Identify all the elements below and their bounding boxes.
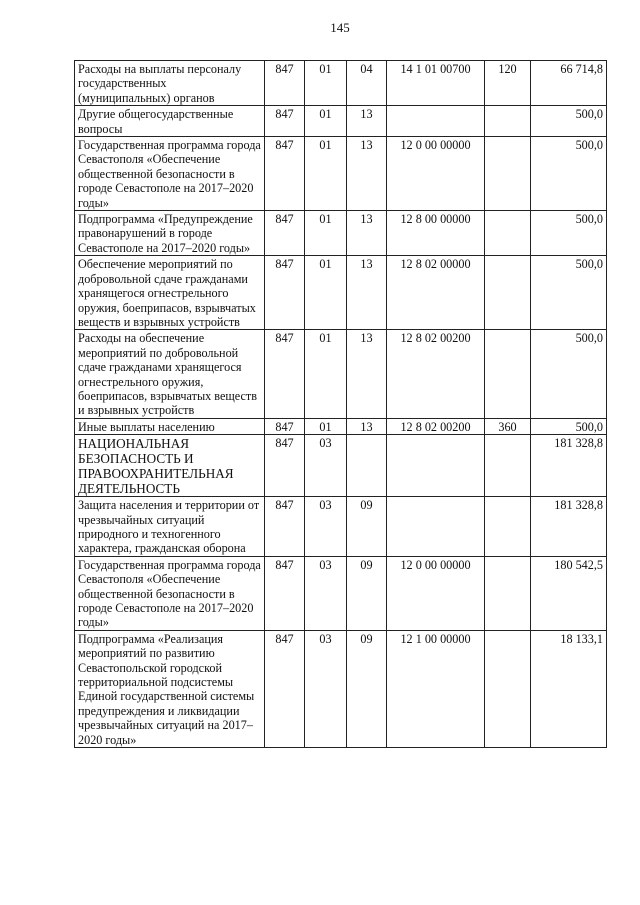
row-subsection: 09 bbox=[347, 630, 387, 747]
table-row bbox=[75, 137, 607, 211]
row-target-article bbox=[387, 435, 485, 497]
row-grbs: 847 bbox=[265, 497, 305, 557]
row-grbs: 847 bbox=[265, 106, 305, 137]
table-row bbox=[75, 61, 607, 106]
row-expense-type bbox=[485, 256, 531, 330]
row-expense-type: 120 bbox=[485, 61, 531, 106]
row-section: 01 bbox=[305, 211, 347, 256]
row-expense-type bbox=[485, 556, 531, 630]
row-subsection: 13 bbox=[347, 256, 387, 330]
table-row bbox=[75, 556, 607, 630]
table-row bbox=[75, 630, 607, 747]
row-section: 03 bbox=[305, 630, 347, 747]
row-section: 03 bbox=[305, 556, 347, 630]
row-expense-type bbox=[485, 211, 531, 256]
row-sum: 18 133,1 bbox=[531, 630, 607, 747]
table-row bbox=[75, 435, 607, 497]
row-subsection: 13 bbox=[347, 418, 387, 434]
row-subsection: 09 bbox=[347, 556, 387, 630]
row-sum: 500,0 bbox=[531, 330, 607, 418]
row-target-article bbox=[387, 497, 485, 557]
row-section: 01 bbox=[305, 418, 347, 434]
row-subsection: 13 bbox=[347, 106, 387, 137]
row-grbs: 847 bbox=[265, 418, 305, 434]
row-sum: 500,0 bbox=[531, 256, 607, 330]
row-section: 01 bbox=[305, 61, 347, 106]
row-grbs: 847 bbox=[265, 556, 305, 630]
row-grbs: 847 bbox=[265, 435, 305, 497]
row-name: Государственная программа города Севастополя «Обеспечение общественной безопасности в городе Севастополе на 2017–2020 годы» bbox=[75, 556, 265, 630]
row-expense-type bbox=[485, 137, 531, 211]
row-name: Расходы на выплаты персоналу государственных (муниципальных) органов bbox=[75, 61, 265, 106]
row-expense-type bbox=[485, 497, 531, 557]
table-row bbox=[75, 106, 607, 137]
row-name: НАЦИОНАЛЬНАЯ БЕЗОПАСНОСТЬ И ПРАВООХРАНИТЕЛЬНАЯ ДЕЯТЕЛЬНОСТЬ bbox=[75, 435, 265, 497]
row-target-article bbox=[387, 106, 485, 137]
row-sum: 181 328,8 bbox=[531, 435, 607, 497]
row-expense-type bbox=[485, 106, 531, 137]
row-name: Обеспечение мероприятий по добровольной сдаче гражданами хранящегося огнестрельного оружия, боеприпасов, взрывчатых веществ и взрывных устройств bbox=[75, 256, 265, 330]
row-name: Защита населения и территории от чрезвычайных ситуаций природного и техногенного характера, гражданская оборона bbox=[75, 497, 265, 557]
table-row bbox=[75, 330, 607, 418]
budget-table bbox=[74, 60, 607, 748]
page-number: 145 bbox=[330, 20, 350, 35]
row-target-article: 12 0 00 00000 bbox=[387, 556, 485, 630]
row-sum: 66 714,8 bbox=[531, 61, 607, 106]
row-grbs: 847 bbox=[265, 330, 305, 418]
row-section: 03 bbox=[305, 435, 347, 497]
row-sum: 500,0 bbox=[531, 418, 607, 434]
row-sum: 180 542,5 bbox=[531, 556, 607, 630]
row-subsection bbox=[347, 435, 387, 497]
row-subsection: 09 bbox=[347, 497, 387, 557]
row-name: Расходы на обеспечение мероприятий по добровольной сдаче гражданами хранящегося огнестрельного оружия, боеприпасов, взрывчатых веществ и взрывных устройств bbox=[75, 330, 265, 418]
row-expense-type bbox=[485, 330, 531, 418]
row-sum: 181 328,8 bbox=[531, 497, 607, 557]
row-name: Подпрограмма «Предупреждение правонарушений в городе Севастополе на 2017–2020 годы» bbox=[75, 211, 265, 256]
row-section: 01 bbox=[305, 330, 347, 418]
row-subsection: 13 bbox=[347, 330, 387, 418]
row-name: Государственная программа города Севастополя «Обеспечение общественной безопасности в городе Севастополе на 2017–2020 годы» bbox=[75, 137, 265, 211]
row-target-article: 12 8 02 00200 bbox=[387, 330, 485, 418]
row-target-article: 12 8 02 00000 bbox=[387, 256, 485, 330]
table-row bbox=[75, 497, 607, 557]
table-row bbox=[75, 256, 607, 330]
row-grbs: 847 bbox=[265, 137, 305, 211]
row-sum: 500,0 bbox=[531, 106, 607, 137]
row-grbs: 847 bbox=[265, 61, 305, 106]
row-subsection: 13 bbox=[347, 137, 387, 211]
row-expense-type bbox=[485, 435, 531, 497]
row-target-article: 14 1 01 00700 bbox=[387, 61, 485, 106]
row-sum: 500,0 bbox=[531, 137, 607, 211]
row-section: 01 bbox=[305, 256, 347, 330]
row-name: Иные выплаты населению bbox=[75, 418, 265, 434]
row-grbs: 847 bbox=[265, 211, 305, 256]
row-name: Другие общегосударственные вопросы bbox=[75, 106, 265, 137]
row-target-article: 12 1 00 00000 bbox=[387, 630, 485, 747]
row-target-article: 12 0 00 00000 bbox=[387, 137, 485, 211]
table-row bbox=[75, 211, 607, 256]
row-subsection: 13 bbox=[347, 211, 387, 256]
row-section: 01 bbox=[305, 106, 347, 137]
row-section: 01 bbox=[305, 137, 347, 211]
row-subsection: 04 bbox=[347, 61, 387, 106]
row-name: Подпрограмма «Реализация мероприятий по развитию Севастопольской городской территориальной подсистемы Единой государственной системы предупреждения и ликвидации чрезвычайных ситуаций на 2017–2020 годы» bbox=[75, 630, 265, 747]
row-expense-type bbox=[485, 630, 531, 747]
table-row bbox=[75, 418, 607, 434]
row-target-article: 12 8 02 00200 bbox=[387, 418, 485, 434]
row-grbs: 847 bbox=[265, 256, 305, 330]
row-sum: 500,0 bbox=[531, 211, 607, 256]
row-expense-type: 360 bbox=[485, 418, 531, 434]
row-section: 03 bbox=[305, 497, 347, 557]
row-grbs: 847 bbox=[265, 630, 305, 747]
row-target-article: 12 8 00 00000 bbox=[387, 211, 485, 256]
